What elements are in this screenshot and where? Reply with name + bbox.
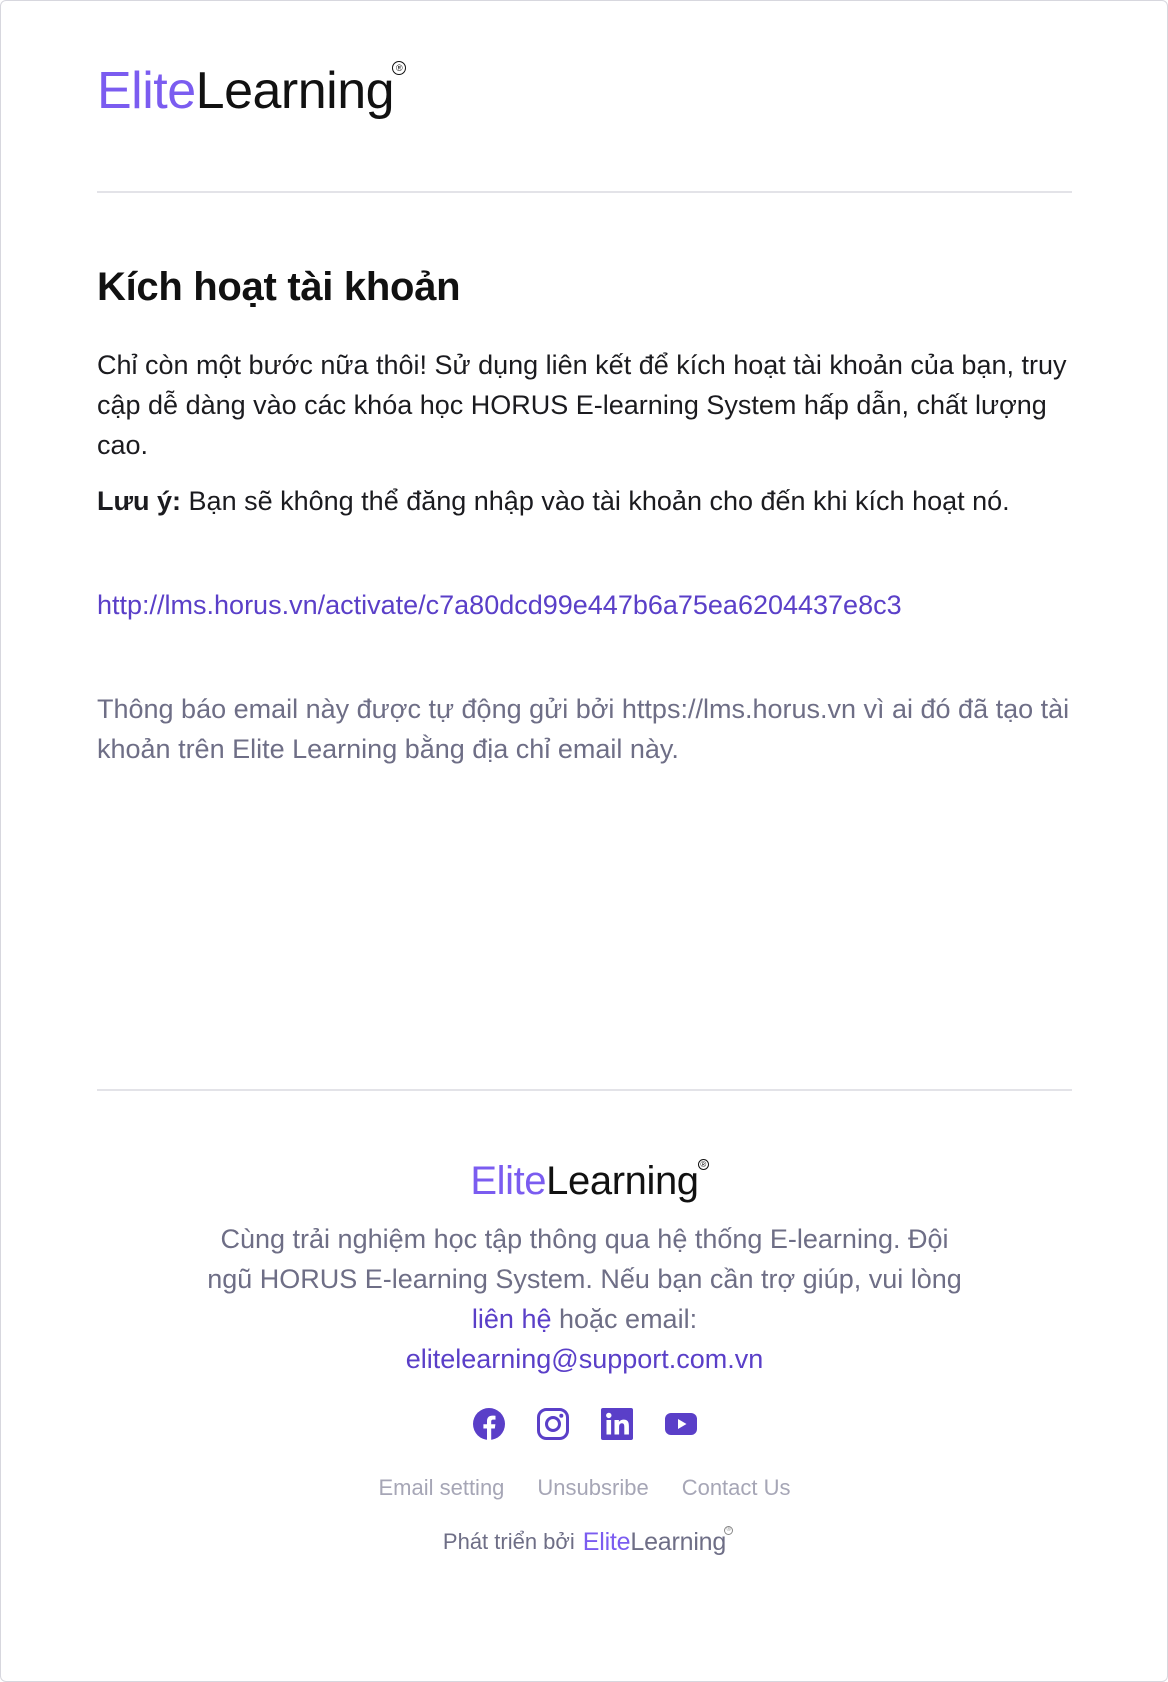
note-text: Bạn sẽ không thể đăng nhập vào tài khoản cho đến khi kích hoạt nó. [181, 486, 1010, 516]
support-email-link[interactable]: elitelearning@support.com.vn [405, 1344, 764, 1374]
developer-logo [582, 1527, 731, 1556]
header-divider [97, 191, 1072, 193]
footer-text-after: hoặc email: [551, 1304, 698, 1334]
footer-divider [97, 1089, 1072, 1091]
developed-by [97, 1529, 1072, 1555]
unsubscribe-link[interactable]: Unsubsribe [537, 1475, 649, 1500]
registered-mark: ® [698, 1159, 709, 1170]
auto-notice: Thông báo email này được tự động gửi bởi https://lms.horus.vn vì ai đó đã tạo tài khoản trên Elite Learning bằng địa chỉ email này. [97, 694, 1070, 764]
youtube-icon[interactable] [664, 1407, 698, 1441]
footer-message [195, 1219, 975, 1379]
contact-link[interactable]: liên hệ [471, 1304, 552, 1334]
note-label: Lưu ý: [97, 486, 182, 516]
registered-mark: ® [724, 1526, 733, 1535]
activation-link[interactable]: http://lms.horus.vn/activate/c7a80dcd99e447b6a75ea6204437e8c3 [97, 590, 902, 620]
logo-learning-text: Learning [630, 1528, 727, 1556]
logo-learning-text: Learning [195, 62, 395, 120]
instagram-icon[interactable] [536, 1407, 570, 1441]
facebook-icon[interactable] [472, 1407, 506, 1441]
footer-logo [470, 1159, 706, 1203]
note-paragraph [97, 481, 1072, 521]
footer-links [97, 1475, 1072, 1501]
registered-mark: ® [392, 61, 406, 75]
logo-elite-text: Elite [470, 1159, 547, 1203]
social-links [97, 1407, 1072, 1441]
header-logo [97, 62, 403, 120]
footer-text-before: Cùng trải nghiệm học tập thông qua hệ thống E-learning. Đội ngũ HORUS E-learning System. Nếu bạn cần trợ giúp, vui lòng [207, 1224, 962, 1294]
logo-elite-text: Elite [97, 62, 196, 120]
logo-elite-text: Elite [582, 1528, 631, 1556]
linkedin-icon[interactable] [600, 1407, 634, 1441]
logo-learning-text: Learning [546, 1159, 699, 1203]
intro-paragraph: Chỉ còn một bước nữa thôi! Sử dụng liên kết để kích hoạt tài khoản của bạn, truy cập dễ dàng vào các khóa học HORUS E-learning System hấp dẫn, chất lượng cao. [97, 350, 1067, 460]
email-setting-link[interactable]: Email setting [378, 1475, 505, 1500]
footer [97, 1161, 1072, 1555]
page-title: Kích hoạt tài khoản [97, 265, 461, 309]
contact-us-link[interactable]: Contact Us [681, 1475, 791, 1500]
developed-by-label: Phát triển bởi [442, 1529, 575, 1554]
